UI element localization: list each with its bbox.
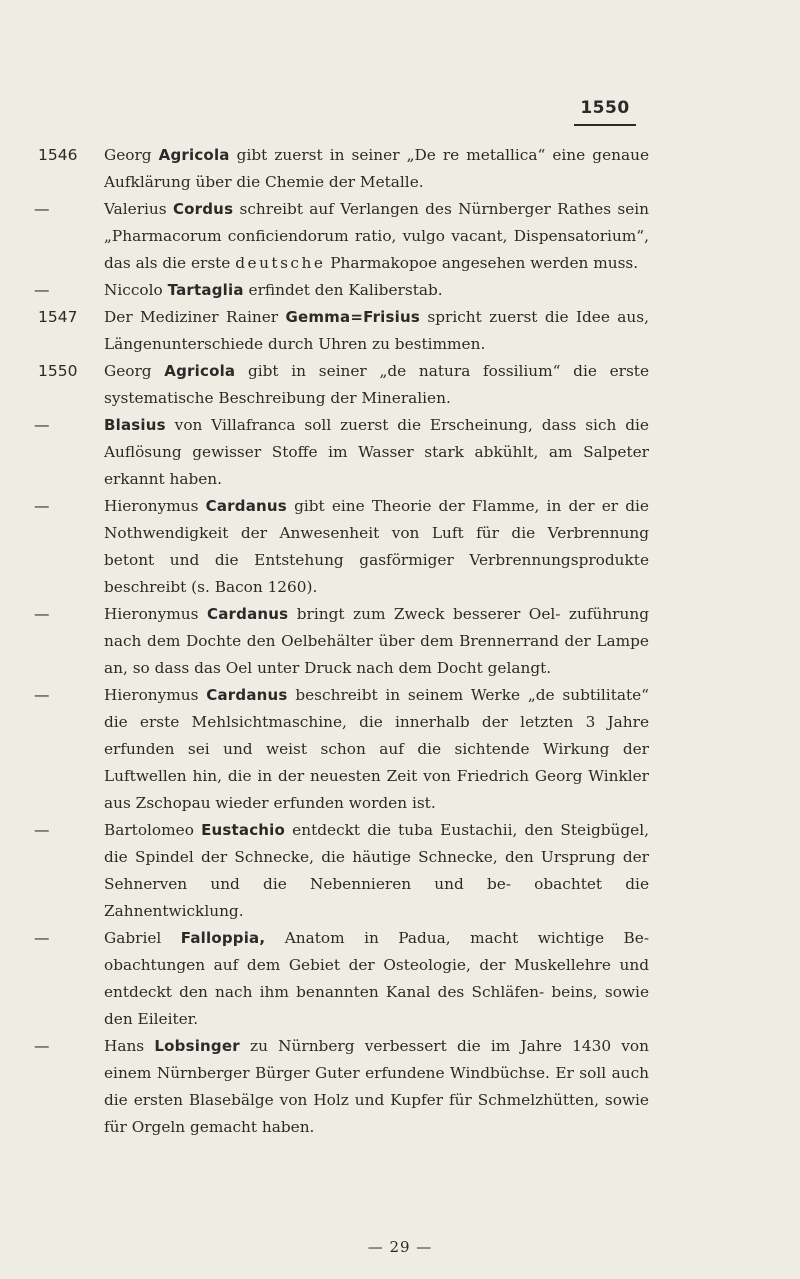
entry-text: [104, 277, 649, 304]
entry-year: 1550: [38, 362, 78, 380]
person-name: Cardanus: [207, 605, 289, 623]
emphasized-word: deutsche: [235, 254, 326, 272]
entry-text-pre: Hieronymus: [104, 497, 206, 515]
entry-falloppia: [0, 925, 800, 1033]
entry-cardanus-mehlsichtmaschine: [0, 682, 800, 817]
entry-year: —: [34, 929, 50, 947]
entry-text-post: entdeckt die tuba Eustachii, den Steigbügel, die Spindel der Schnecke, die häutige Schnecke, den Ursprung der Sehnerven und die Nebennieren und be- obachtet die Zahnentwicklung.: [104, 821, 649, 920]
person-name: Tartaglia: [167, 281, 244, 299]
person-name: Cordus: [172, 200, 234, 218]
entry-text: [104, 142, 649, 196]
entry-text-pre: Georg: [104, 362, 165, 380]
entry-year: —: [34, 686, 50, 704]
entry-text: [104, 925, 649, 1033]
entry-text-post: gibt zuerst in seiner „De re metallica“ eine genaue Aufklärung über die Chemie der Metalle.: [104, 146, 649, 191]
entry-text: [104, 601, 649, 682]
entry-tartaglia: [0, 277, 800, 304]
person-name: Falloppia,: [180, 929, 266, 947]
entry-text-post: von Villafranca soll zuerst die Erscheinung, dass sich die Auflösung gewisser Stoffe im Wasser stark abkühlt, am Salpeter erkannt haben.: [104, 416, 649, 488]
entry-1546-agricola: [0, 142, 800, 196]
entry-blasius: [0, 412, 800, 493]
running-header-year: 1550: [580, 98, 630, 118]
person-name: Agricola: [164, 362, 236, 380]
entry-text-pre: Valerius: [104, 200, 173, 218]
header-rule: [574, 124, 636, 126]
entry-year: —: [34, 416, 50, 434]
entry-text: [104, 682, 649, 817]
entry-text-post: beschreibt in seinem Werke „de subtilitate“ die erste Mehlsichtmaschine, die innerhalb der letzten 3 Jahre erfunden sei und weist schon auf die sichtende Wirkung der Luftwellen hin, die in der neuesten Zeit von Friedrich Georg Winkler aus Zschopau wieder erfunden worden ist.: [104, 686, 649, 812]
entry-cordus: [0, 196, 800, 277]
entry-text-post: erfindet den Kaliberstab.: [243, 281, 443, 299]
entry-year: —: [34, 605, 50, 623]
entry-text: [104, 304, 649, 358]
entry-text: [104, 493, 649, 601]
entry-text-pre: Hans: [104, 1037, 155, 1055]
entry-text-post: bringt zum Zweck besserer Oel- zuführung nach dem Dochte den Oelbehälter über dem Brennerrand der Lampe an, so dass das Oel unter Druck nach dem Docht gelangt.: [104, 605, 649, 677]
entry-text: [104, 412, 649, 493]
person-name: Lobsinger: [154, 1037, 240, 1055]
entry-text: [104, 1033, 649, 1141]
entry-cardanus-lampe: [0, 601, 800, 682]
entry-text-post: zu Nürnberg verbessert die im Jahre 1430 von einem Nürnberger Bürger Guter erfundene Windbüchse. Er soll auch die ersten Blasebälge von Holz und Kupfer für Schmelzhütten, sowie für Orgeln gemacht haben.: [104, 1037, 649, 1136]
entry-text-post: schreibt auf Verlangen des Nürnberger Rathes sein „Pharmacorum conficiendorum ratio, vulgo vacant, Dispensatorium“, das als die erste: [104, 200, 649, 272]
entry-text: [104, 817, 649, 925]
entry-text: [104, 358, 649, 412]
entry-text-pre: Hieronymus: [104, 605, 207, 623]
person-name: Gemma=Frisius: [285, 308, 420, 326]
entry-1547-gemma-frisius: [0, 304, 800, 358]
entry-text-pre: Der Mediziner Rainer: [104, 308, 286, 326]
entry-year: —: [34, 497, 50, 515]
entry-year: 1546: [38, 146, 78, 164]
entry-text-pre: Niccolo: [104, 281, 168, 299]
entry-year: 1547: [38, 308, 78, 326]
entry-year: —: [34, 200, 50, 218]
entry-year: —: [34, 821, 50, 839]
entry-text-post: gibt in seiner „de natura fossilium“ die erste systematische Beschreibung der Mineralien.: [104, 362, 650, 407]
person-name: Cardanus: [206, 686, 288, 704]
entry-text-post-2: Pharmakopoe angesehen werden muss.: [325, 254, 639, 272]
entry-text-post: Anatom in Padua, macht wichtige Be- obachtungen auf dem Gebiet der Osteologie, der Muskellehre und entdeckt den nach ihm benannten Kanal des Schläfen- beins, sowie den Eileiter.: [104, 929, 649, 1028]
person-name: Blasius: [104, 416, 166, 434]
entry-cardanus-flamme: [0, 493, 800, 601]
entry-text-pre: Georg: [104, 146, 159, 164]
entry-text-pre: Gabriel: [104, 929, 181, 947]
entry-text: [104, 196, 649, 277]
entry-year: —: [34, 1037, 50, 1055]
entry-eustachio: [0, 817, 800, 925]
entry-text-post: gibt eine Theorie der Flamme, in der er die Nothwendigkeit der Anwesenheit von Luft für die Verbrennung betont und die Entstehung gasförmiger Verbrennungsprodukte beschreibt (s. Bacon 1260).: [104, 497, 649, 596]
entry-text-pre: Bartolomeo: [104, 821, 202, 839]
chronology-entries: [0, 142, 800, 1141]
entry-text-post: spricht zuerst die Idee aus, Längenunterschiede durch Uhren zu bestimmen.: [104, 308, 649, 353]
entry-1550-agricola: [0, 358, 800, 412]
entry-text-pre: Hieronymus: [104, 686, 207, 704]
person-name: Eustachio: [201, 821, 286, 839]
entry-year: —: [34, 281, 50, 299]
entry-lobsinger: [0, 1033, 800, 1141]
person-name: Cardanus: [205, 497, 287, 515]
page-number: — 29 —: [367, 1238, 433, 1256]
person-name: Agricola: [158, 146, 230, 164]
